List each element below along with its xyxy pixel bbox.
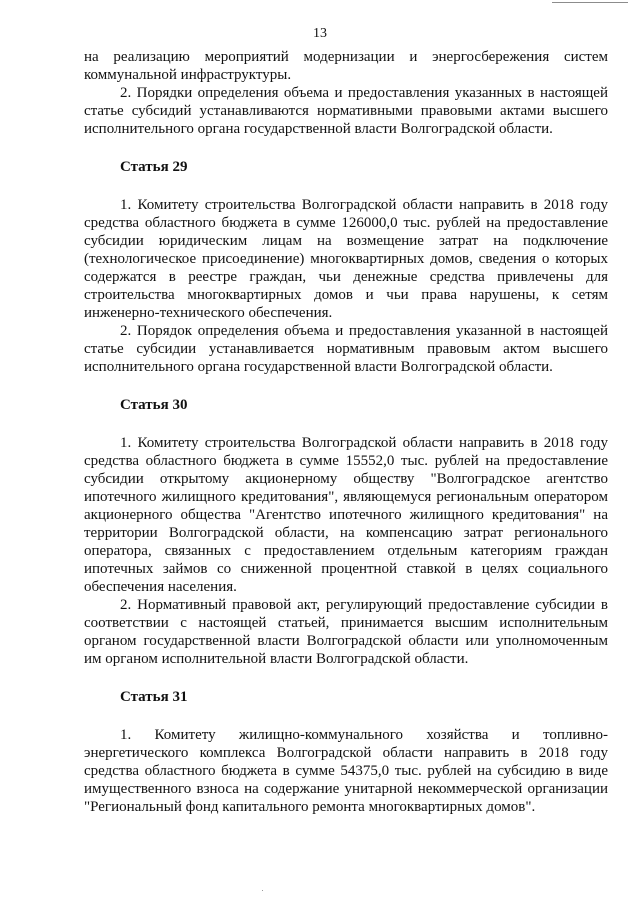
top-edge-line (552, 2, 628, 3)
scan-speck (262, 890, 263, 891)
article-29-title: Статья 29 (120, 159, 188, 175)
article-29-paragraph-2: 2. Порядок определения объема и предоставления указанной в настоящей статье субсидии устанавливается нормативным правовым актом высшего исполнительного органа государственной власти Волгоградской области. (84, 323, 608, 375)
page-number: 13 (313, 26, 327, 41)
article-30-title: Статья 30 (120, 397, 188, 413)
article-31-title: Статья 31 (120, 689, 188, 705)
article-31-paragraph-1: 1. Комитету жилищно-коммунального хозяйства и топливно-энергетического комплекса Волгоградской области направить в 2018 году средства областного бюджета в сумме 54375,0 тыс. рублей на субсидию в виде имущественного взноса на содержание унитарной некоммерческой организации "Региональный фонд капитального ремонта многоквартирных домов". (84, 727, 608, 815)
document-body (84, 46, 608, 816)
intro-paragraph-2: 2. Порядки определения объема и предоставления указанных в настоящей статье субсидий устанавливаются нормативными правовыми актами высшего исполнительного органа государственной власти Волгоградской области. (84, 85, 608, 137)
article-30-paragraph-2: 2. Нормативный правовой акт, регулирующий предоставление субсидии в соответствии с настоящей статьей, принимается высшим исполнительным органом государственной власти Волгоградской области или уполномоченным им органом исполнительной власти Волгоградской области. (84, 597, 608, 667)
article-29-paragraph-1: 1. Комитету строительства Волгоградской области направить в 2018 году средства областного бюджета в сумме 126000,0 тыс. рублей на предоставление субсидии юридическим лицам на возмещение затрат на подключение (технологическое присоединение) многоквартирных домов, сведения о которых содержатся в реестре граждан, чьи денежные средства привлечены для строительства многоквартирных домов и чьи права нарушены, к сетям инженерно-технического обеспечения. (84, 197, 608, 321)
article-30-paragraph-1: 1. Комитету строительства Волгоградской области направить в 2018 году средства областного бюджета в сумме 15552,0 тыс. рублей на предоставление субсидии открытому акционерному обществу "Волгоградское агентство ипотечного жилищного кредитования", являющемуся региональным оператором акционерного общества "Агентство ипотечного жилищного кредитования" на территории Волгоградской области, на компенсацию затрат регионального оператора, связанных с предоставлением отдельным категориям граждан ипотечных займов со сниженной процентной ставкой в целях социального обеспечения населения. (84, 435, 608, 595)
intro-paragraph-1: на реализацию мероприятий модернизации и энергосбережения систем коммунальной инфраструктуры. (84, 49, 608, 83)
